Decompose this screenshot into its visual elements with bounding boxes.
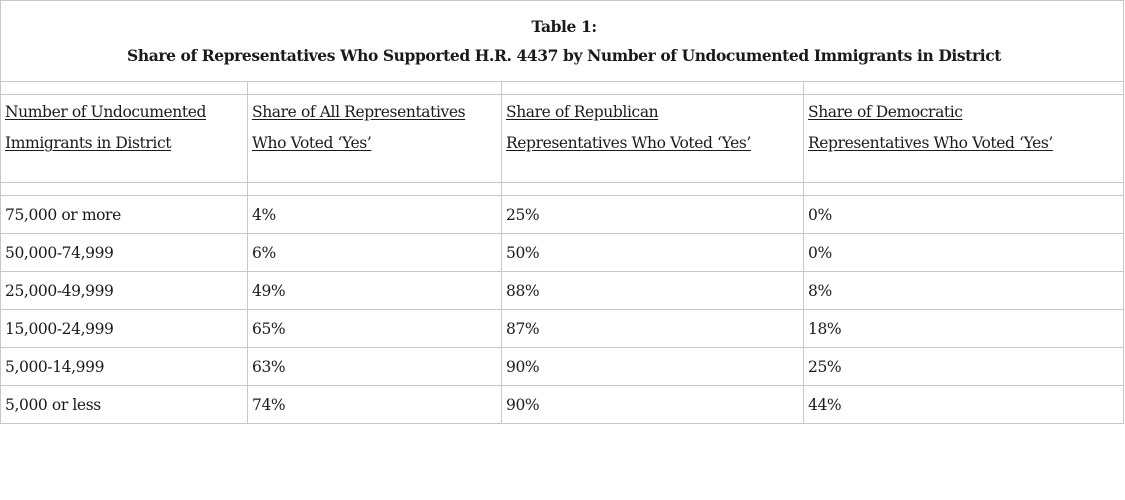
column-header-district xyxy=(1,95,248,183)
table-cell-district: 5,000 or less xyxy=(1,386,248,424)
spacer-cell xyxy=(804,183,1124,196)
spacer-cell xyxy=(248,82,502,95)
spacer-cell xyxy=(502,183,804,196)
table-row xyxy=(1,310,1124,348)
table-cell-district: 50,000-74,999 xyxy=(1,234,248,272)
column-header-republican xyxy=(502,95,804,183)
table-cell-democratic: 18% xyxy=(804,310,1124,348)
column-header-democratic xyxy=(804,95,1124,183)
column-header-line: Representatives Who Voted ‘Yes’ xyxy=(808,134,1053,152)
spacer-cell xyxy=(1,183,248,196)
table-row xyxy=(1,348,1124,386)
column-header-line: Share of Republican xyxy=(506,103,659,121)
table-cell-all: 49% xyxy=(248,272,502,310)
table-cell-district: 5,000-14,999 xyxy=(1,348,248,386)
table-cell-all: 63% xyxy=(248,348,502,386)
spacer-row xyxy=(1,183,1124,196)
table-cell-republican: 25% xyxy=(502,196,804,234)
column-header-line: Representatives Who Voted ‘Yes’ xyxy=(506,134,751,152)
table-title-label: Table 1: xyxy=(531,17,597,36)
table-cell-republican: 90% xyxy=(502,348,804,386)
table-cell-all: 65% xyxy=(248,310,502,348)
table-cell-democratic: 0% xyxy=(804,234,1124,272)
spacer-cell xyxy=(502,82,804,95)
spacer-cell xyxy=(1,82,248,95)
spacer-cell xyxy=(804,82,1124,95)
table-title xyxy=(1,1,1124,82)
table-cell-district: 15,000-24,999 xyxy=(1,310,248,348)
table-title-text: Share of Representatives Who Supported H.R. 4437 by Number of Undocumented Immigrants in District xyxy=(127,46,1001,65)
table-cell-district: 75,000 or more xyxy=(1,196,248,234)
column-header-line: Who Voted ‘Yes’ xyxy=(252,134,372,152)
table-row xyxy=(1,234,1124,272)
column-header-line: Share of Democratic xyxy=(808,103,963,121)
spacer-row xyxy=(1,82,1124,95)
table-cell-democratic: 8% xyxy=(804,272,1124,310)
spacer-cell xyxy=(248,183,502,196)
table-cell-republican: 90% xyxy=(502,386,804,424)
table-cell-democratic: 44% xyxy=(804,386,1124,424)
table-cell-democratic: 0% xyxy=(804,196,1124,234)
table-row xyxy=(1,196,1124,234)
column-header-row xyxy=(1,95,1124,183)
table-cell-all: 74% xyxy=(248,386,502,424)
table-row xyxy=(1,272,1124,310)
table-cell-republican: 88% xyxy=(502,272,804,310)
table-cell-republican: 87% xyxy=(502,310,804,348)
table-cell-district: 25,000-49,999 xyxy=(1,272,248,310)
title-row xyxy=(1,1,1124,82)
table-row xyxy=(1,386,1124,424)
table-cell-democratic: 25% xyxy=(804,348,1124,386)
table-cell-republican: 50% xyxy=(502,234,804,272)
column-header-line: Share of All Representatives xyxy=(252,103,466,121)
column-header-all xyxy=(248,95,502,183)
column-header-line: Immigrants in District xyxy=(5,134,172,152)
table-cell-all: 4% xyxy=(248,196,502,234)
table-cell-all: 6% xyxy=(248,234,502,272)
column-header-line: Number of Undocumented xyxy=(5,103,207,121)
